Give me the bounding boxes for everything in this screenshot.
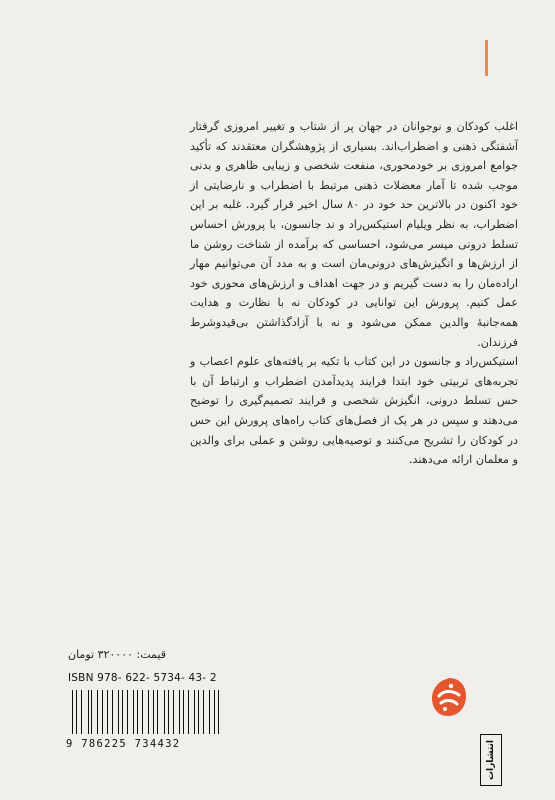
publisher-logo-icon	[430, 676, 468, 718]
barcode-bar	[150, 690, 151, 734]
barcode-bar	[157, 690, 158, 734]
barcode	[72, 690, 224, 734]
barcode-bar	[79, 690, 80, 734]
barcode-bar	[133, 690, 134, 734]
barcode-bar	[195, 690, 196, 734]
back-cover-blurb	[190, 117, 518, 470]
barcode-bar	[91, 690, 92, 734]
imprint-mark-icon	[480, 734, 502, 786]
barcode-bar	[218, 690, 219, 734]
price-label: قیمت: ۳۲۰۰۰۰ تومان	[68, 648, 166, 661]
barcode-bar	[83, 690, 84, 734]
barcode-bar	[114, 690, 115, 734]
barcode-digits: 9 786225 734432	[66, 738, 181, 750]
barcode-bar	[211, 690, 212, 734]
barcode-bar	[142, 690, 143, 734]
barcode-bar	[95, 690, 96, 734]
barcode-bar	[175, 690, 176, 734]
barcode-bar	[180, 690, 181, 734]
accent-line	[485, 40, 488, 76]
barcode-bar	[125, 690, 126, 734]
barcode-bar	[72, 690, 73, 734]
blurb-paragraph-2: استیکس‌راد و جانسون در این کتاب با تکیه بر یافته‌های علوم اعصاب و تجربه‌های تربیتی خود ابتدا فرایند پدیدآمدن اضطراب و ارتباط آن با حس تسلط درونی، انگیزش شخصی و فرایند تصمیم‌گیری را توضیح می‌دهند و سپس در هر یک از فصل‌های کتاب راه‌های پرورش این حس در کودکان را تشریح می‌کنند و توصیه‌هایی روشن و عملی برای والدین و معلمان ارائه می‌دهند.	[190, 355, 518, 467]
barcode-bar	[203, 690, 204, 734]
imprint-label: انتشارات	[486, 740, 496, 780]
blurb-paragraph-1: اغلب کودکان و نوجوانان در جهان پر از شتاب و تغییر امروزی گرفتار آشفتگی ذهنی و اضطراب‌اند. بسیاری از پژوهشگران معتقدند که تأکید جوامع امروزی بر خودمحوری، منفعت شخصی و زیبایی ظاهری و بدنی موجب شده تا آمار معضلات ذهنی مرتبط با اضطراب و نارضایتی از خود اکنون در بالاترین حد خود در ۸۰ سال اخیر قرار گیرد. غلبه بر این اضطراب، به نظر ویلیام استیکس‌راد و ند جانسون، با پرورش احساس تسلط درونی میسر می‌شود، احساسی که برآمده از شناخت روشن ما از ارزش‌ها و انگیزش‌های درونی‌مان است و به مدد آن می‌توانیم مهار اراده‌مان را به دست گیریم و در جهت اهداف و ارزش‌های محوری خود عمل کنیم. پرورش این توانایی در کودکان نه با نظارت و هدایت همه‌جانبهٔ والدین ممکن می‌شود و نه با آزادگذاشتن بی‌قیدوشرط فرزندان.	[190, 120, 518, 349]
barcode-bar	[198, 690, 199, 734]
barcode-bar	[141, 690, 142, 734]
barcode-bar	[102, 690, 103, 734]
barcode-bar	[171, 690, 172, 734]
isbn-label: ISBN 978- 622- 5734- 43- 2	[68, 672, 217, 684]
barcode-bar	[122, 690, 123, 734]
barcode-bar	[164, 690, 165, 734]
barcode-bar	[188, 690, 189, 734]
barcode-bar	[107, 690, 108, 734]
